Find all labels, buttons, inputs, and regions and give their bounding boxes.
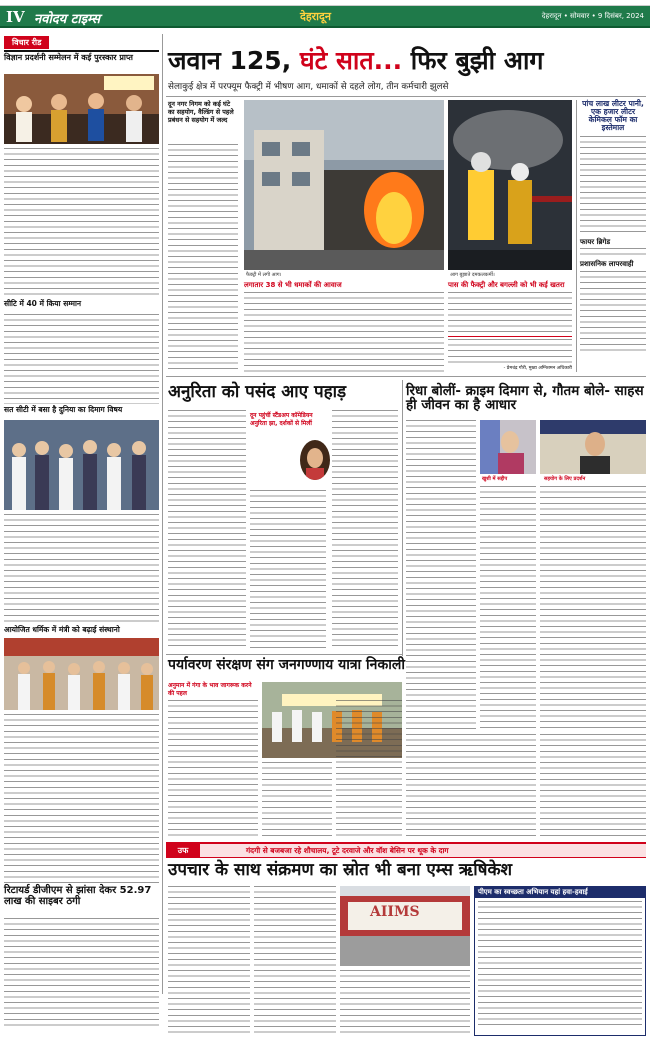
edition-tag: देहरादून <box>300 10 331 23</box>
gautam-body <box>540 486 646 730</box>
lead-side-box <box>576 100 646 372</box>
env-body-3 <box>336 700 402 836</box>
anurita-subhead: दून पहुंचीं स्टैंडअप कॉमेडियन अनुरिता झा, दर्शकों से मिलीं <box>250 412 313 427</box>
lead-body-col1 <box>168 144 238 372</box>
rule-mid-1 <box>402 380 403 656</box>
lead-mid-head: लगातार 38 से भी धमाकों की आवाज <box>244 281 342 289</box>
env-body-5 <box>540 734 646 836</box>
lead-photo-fire-caption: फैक्ट्री में लगी आग। <box>246 272 282 278</box>
aiims-box-body <box>478 901 642 1029</box>
left-tag: विचार रीड <box>4 36 49 49</box>
ridhi-caption: खुशी में सद्दीप <box>482 476 508 482</box>
aiims-side-box <box>474 886 646 1036</box>
anurita-body-1 <box>168 410 246 650</box>
dirt-banner <box>166 842 646 858</box>
rule-lead-bottom <box>166 376 646 377</box>
ridhi-body-1 <box>406 420 476 730</box>
lead-box-sub2: प्रशासनिक लापरवाही <box>580 260 634 269</box>
lead-quote-body <box>448 339 572 365</box>
left-body-3 <box>4 514 159 624</box>
lead-box-sub1: फायर ब्रिगेड <box>580 237 611 246</box>
lead-photo-firemen <box>448 100 572 270</box>
lead-subhead: सेलाकुई क्षेत्र में परफ्यूम फैक्ट्री में भीषण आग, धमाकों से दहले लोग, तीन कर्मचारी झुलसे <box>168 82 449 92</box>
left-headline-2: सीटि में 40 में किया सम्मान <box>4 299 82 308</box>
aiims-photo <box>340 886 470 966</box>
lead-photo-firemen-caption: आग बुझाते दमकलकर्मी। <box>450 272 495 278</box>
left-photo-2 <box>4 420 159 510</box>
left-photo-3 <box>4 638 159 710</box>
lead-box-body-2 <box>580 248 646 258</box>
env-headline: पर्यावरण संरक्षण संग जनगण्णाय यात्रा निकाली <box>168 657 405 673</box>
left-headline-4: आयोजित धर्मिक में मंत्री को बढ़ाई संस्थानो <box>4 625 120 634</box>
aiims-sign: AIIMS <box>370 904 420 920</box>
paper-name: नवोदय टाइम्स <box>34 12 101 27</box>
lead-box-title: पांच लाख लीटर पानी, एक हजार लीटर केमिकल फॉम का इस्तेमाल <box>582 99 644 132</box>
masthead-stripe <box>0 0 650 6</box>
env-subhead: अनुमान में गंगा के भाव जागरूक करने की पहल <box>168 682 252 697</box>
ridhi-body-2 <box>480 486 536 730</box>
lead-box-body-1 <box>580 136 646 236</box>
banner-text: गंदगी से बजबजा रहे शौचालय, टूटे दरवाजे और वॉश बेसिन पर थूक के दाग <box>246 846 449 855</box>
lead-body-col3 <box>448 292 572 332</box>
rule-lead-top <box>166 96 646 97</box>
lead-quote <box>448 336 572 372</box>
rule-left <box>162 34 163 994</box>
aiims-body-1 <box>168 886 250 1036</box>
lead-sidebar <box>168 100 238 140</box>
env-body-1 <box>168 700 258 836</box>
gautam-caption: सहयोग के लिए प्रदर्शन <box>544 476 586 482</box>
aiims-box-head: पीएम का स्वच्छता अभियान यहां हवा-हवाई <box>475 887 645 898</box>
lead-box-body-3 <box>580 271 646 353</box>
left-headline-3: सत सीटी में बसा है दुनिया का दिमाग विषय <box>4 405 123 414</box>
lead-headline-pre: जवान 125, <box>168 46 300 75</box>
lead-headline-red: घंटे सात... <box>299 46 403 75</box>
anurita-headline: अनुरिता को पसंद आए पहाड़ <box>168 382 347 402</box>
masthead-bar <box>0 6 650 28</box>
lead-body-col2 <box>244 292 444 372</box>
lead-quote-attrib: - प्रेमचंद्र गौरी, मुख्य अग्निशमन अधिकारी <box>503 366 572 371</box>
left-headline-5: रिटायर्ड डीजीएम से झांसा देकर 52.97 लाख की साइबर ठगी <box>4 885 152 907</box>
lead-headline-post: फिर बुझी आग <box>402 46 544 75</box>
left-body-5 <box>4 918 159 1028</box>
lead-photo-fire <box>244 100 444 270</box>
left-column <box>4 34 159 989</box>
left-body-2 <box>4 314 159 404</box>
lead-right-head: पास की फैक्ट्री और बगल्ली को भी कई खतरा <box>448 281 565 289</box>
aiims-headline: उपचार के साथ संक्रमण का स्रोत भी बना एम्स ऋषिकेश <box>168 860 513 880</box>
env-body-4 <box>406 734 536 836</box>
anurita-body-2 <box>250 490 326 650</box>
left-body-1 <box>4 148 159 298</box>
lead-headline <box>168 48 646 74</box>
banner-tag: उफ <box>166 844 200 857</box>
lead-sidebar-text: दून नगर निगम को कई घंटे का सहयोग, वैल्डिंग से पहले प्रबंधन से सहयोग में जल्द <box>168 100 234 124</box>
anurita-body-3 <box>332 410 398 650</box>
left-photo-1 <box>4 74 159 144</box>
left-headline-1: विज्ञान प्रदर्शनी सम्मेलन में कई पुरस्कार प्राप्त <box>4 50 159 62</box>
aiims-body-3 <box>340 970 470 1036</box>
rule-mid-env-top <box>166 654 402 655</box>
left-body-4 <box>4 714 159 884</box>
aiims-body-2 <box>254 886 336 1036</box>
anurita-photo <box>300 440 330 480</box>
page-number: IV <box>6 8 25 26</box>
ridhi-headline: रिधा बोलीं- क्राइम दिमाग से, गौतम बोले- साहस ही जीवन का है आधार <box>406 383 644 414</box>
env-body-2 <box>262 762 332 836</box>
ridhi-photo <box>480 420 536 474</box>
gautam-photo <box>540 420 646 474</box>
dateline: देहरादून • सोमवार • 9 दिसंबर, 2024 <box>541 12 644 20</box>
